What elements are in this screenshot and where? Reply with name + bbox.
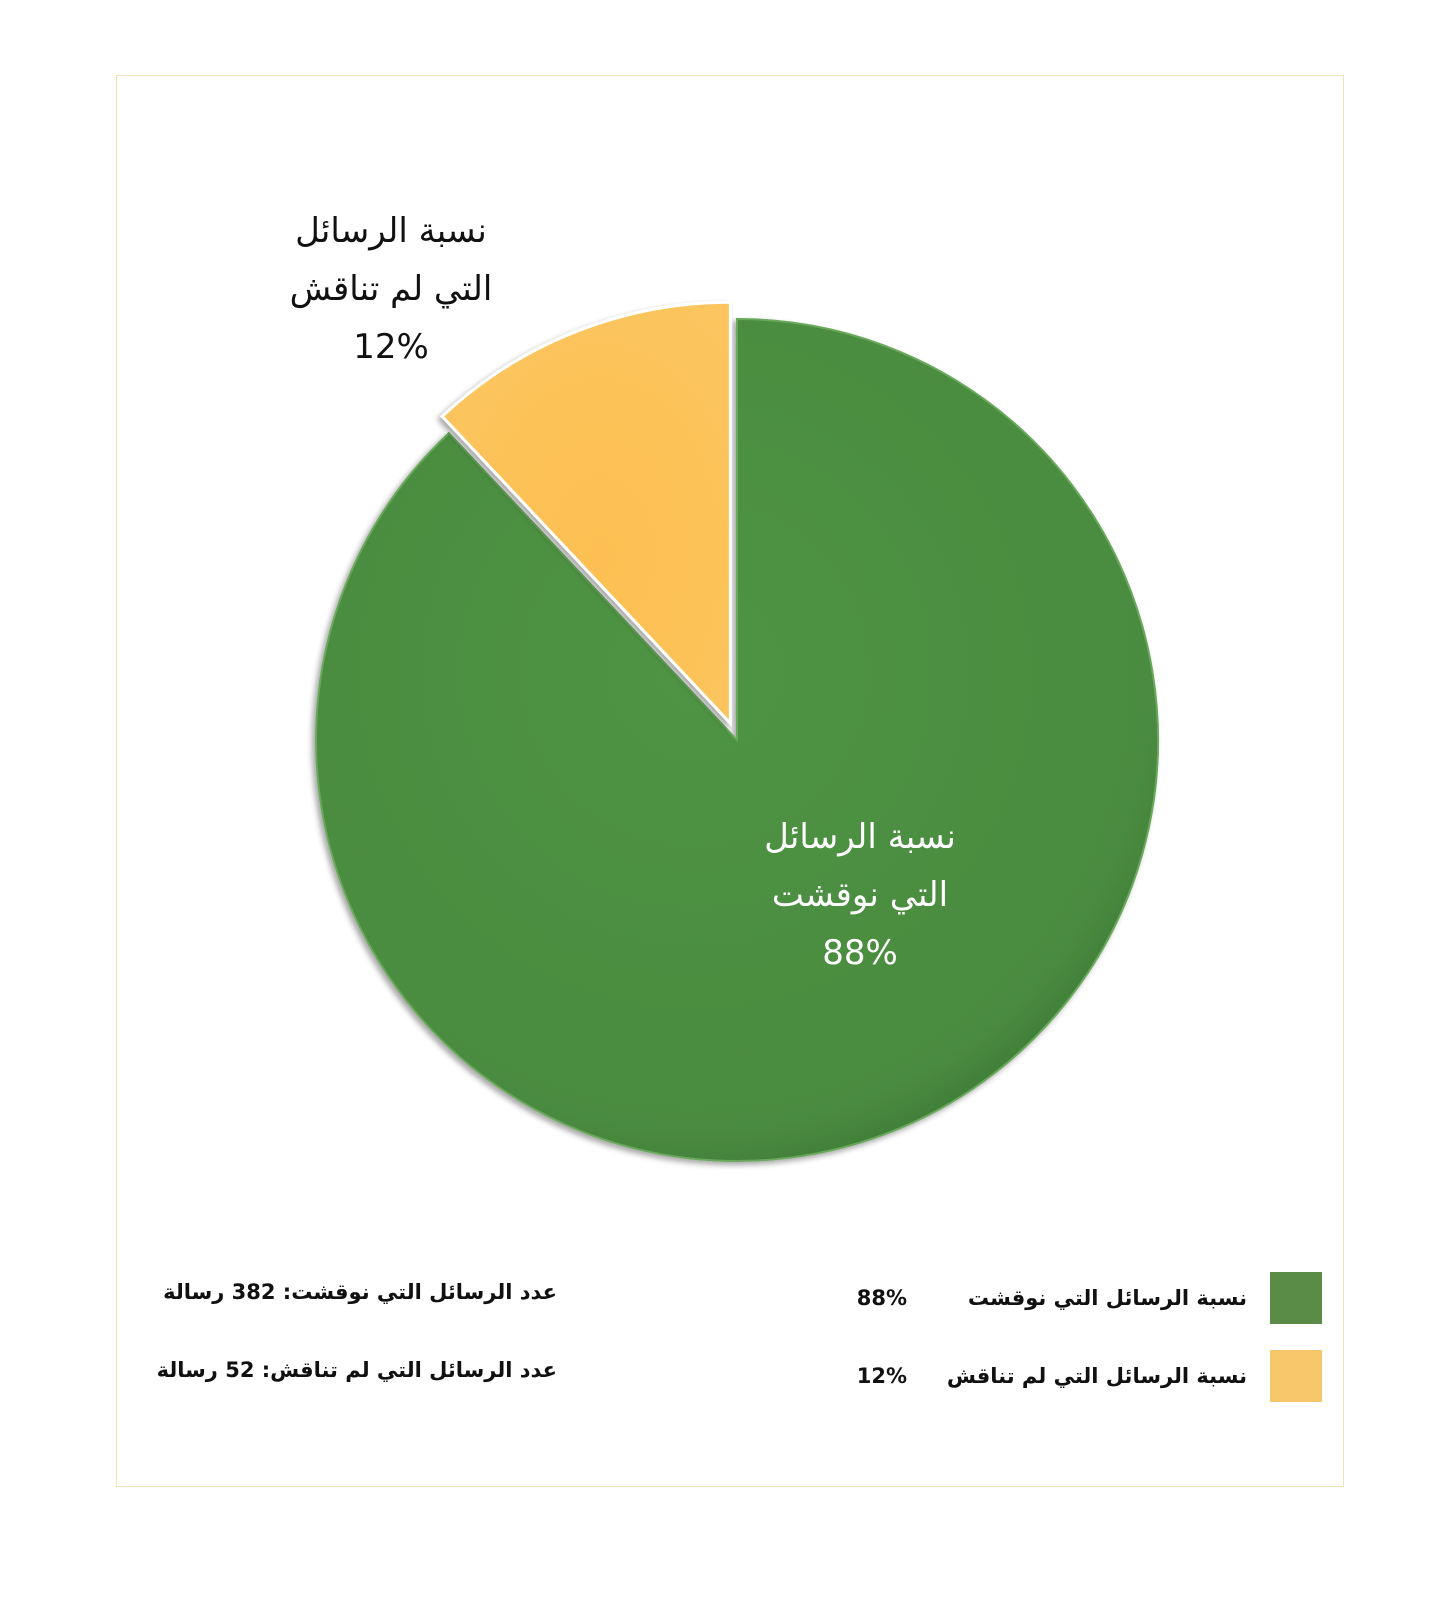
legend-swatch	[1270, 1350, 1322, 1402]
legend-percentage: 88%	[856, 1286, 907, 1310]
legend-swatch	[1270, 1272, 1322, 1324]
legend-percentage: 12%	[856, 1364, 907, 1388]
legend-label: نسبة الرسائل التي نوقشت	[967, 1286, 1247, 1310]
slice-label-not-discussed	[246, 202, 536, 376]
slice-label-discussed	[720, 808, 1000, 982]
legend-count: عدد الرسائل التي لم تناقش: 52 رسالة	[156, 1358, 557, 1382]
slice-label-line: التي لم تناقش	[289, 269, 493, 309]
legend-item-not-discussed	[150, 1350, 1325, 1404]
chart-legend	[150, 1268, 1325, 1408]
slice-label-value: 88%	[822, 933, 898, 973]
legend-count: عدد الرسائل التي نوقشت: 382 رسالة	[163, 1280, 557, 1304]
pie-slice-discussed	[316, 319, 1158, 1161]
slice-label-line: نسبة الرسائل	[295, 211, 487, 251]
slice-label-line: التي نوقشت	[771, 875, 949, 915]
legend-label: نسبة الرسائل التي لم تناقش	[946, 1364, 1247, 1388]
slice-label-line: نسبة الرسائل	[764, 817, 956, 857]
slice-label-value: 12%	[353, 327, 429, 367]
legend-item-discussed	[150, 1272, 1325, 1326]
